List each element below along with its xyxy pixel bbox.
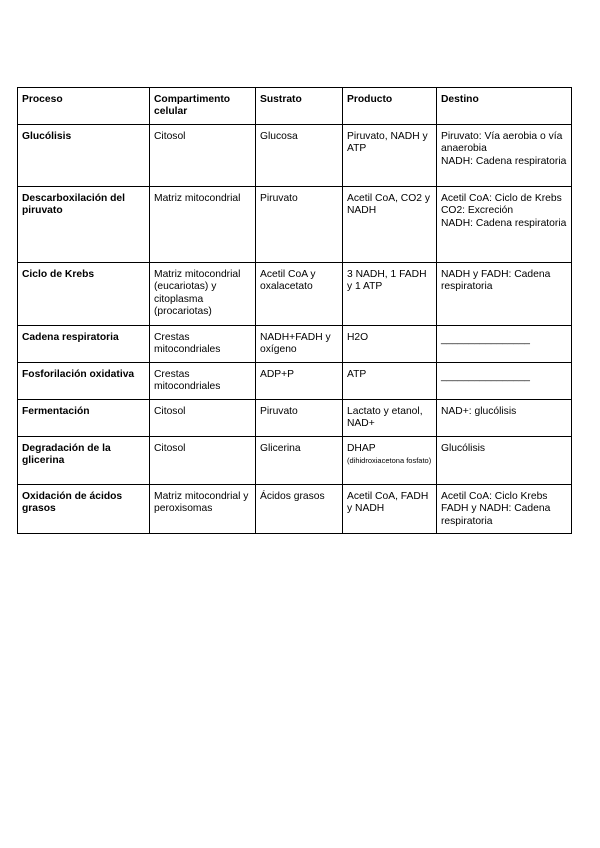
table-row xyxy=(18,326,572,363)
cell-producto: Acetil CoA, CO2 y NADH xyxy=(343,187,437,263)
cell-destino xyxy=(437,263,572,326)
header-destino: Destino xyxy=(437,88,572,125)
destino-line: FADH y NADH: Cadena respiratoria xyxy=(441,503,551,527)
cell-sustrato: NADH+FADH y oxígeno xyxy=(256,326,343,363)
cell-sustrato: Ácidos grasos xyxy=(256,485,343,534)
cell-destino xyxy=(437,326,572,363)
producto-note: (dihidroxiacetona fosfato) xyxy=(347,456,432,466)
cell-proceso: Oxidación de ácidos grasos xyxy=(18,485,150,534)
document-page xyxy=(17,87,571,534)
destino-line: CO2: Excreción xyxy=(441,205,514,217)
cell-producto xyxy=(343,437,437,485)
header-row xyxy=(18,88,572,125)
cell-sustrato: Piruvato xyxy=(256,400,343,437)
cell-compartimento: Crestas mitocondriales xyxy=(150,326,256,363)
destino-line: NADH y FADH: Cadena respiratoria xyxy=(441,269,551,293)
destino-line: NAD+: glucólisis xyxy=(441,406,517,417)
cell-destino xyxy=(437,437,572,485)
destino-line: Acetil CoA: Ciclo Krebs xyxy=(441,491,548,502)
header-compartimento: Compartimento celular xyxy=(150,88,256,125)
cell-proceso: Cadena respiratoria xyxy=(18,326,150,363)
table-row xyxy=(18,485,572,534)
table-row xyxy=(18,263,572,326)
cell-producto: Piruvato, NADH y ATP xyxy=(343,125,437,187)
cell-proceso: Ciclo de Krebs xyxy=(18,263,150,326)
cell-sustrato: ADP+P xyxy=(256,363,343,400)
cell-proceso: Fosforilación oxidativa xyxy=(18,363,150,400)
cell-compartimento: Citosol xyxy=(150,400,256,437)
cell-proceso: Degradación de la glicerina xyxy=(18,437,150,485)
header-proceso: Proceso xyxy=(18,88,150,125)
destino-line: NADH: Cadena respiratoria xyxy=(441,155,567,167)
cell-compartimento: Matriz mitocondrial (eucariotas) y citoplasma (procariotas) xyxy=(150,263,256,326)
cell-destino xyxy=(437,125,572,187)
cell-sustrato: Acetil CoA y oxalacetato xyxy=(256,263,343,326)
cell-destino xyxy=(437,485,572,534)
cell-destino xyxy=(437,400,572,437)
destino-line: Piruvato: Vía aerobia o vía anaerobia xyxy=(441,131,563,155)
cell-compartimento: Crestas mitocondriales xyxy=(150,363,256,400)
metabolism-table xyxy=(17,87,572,534)
destino-blank-line: ________________ xyxy=(441,371,530,382)
cell-producto: 3 NADH, 1 FADH y 1 ATP xyxy=(343,263,437,326)
table-row xyxy=(18,400,572,437)
cell-proceso: Glucólisis xyxy=(18,125,150,187)
table-row xyxy=(18,125,572,187)
cell-sustrato: Piruvato xyxy=(256,187,343,263)
cell-producto: H2O xyxy=(343,326,437,363)
cell-destino xyxy=(437,363,572,400)
cell-proceso: Descarboxilación del piruvato xyxy=(18,187,150,263)
destino-line: NADH: Cadena respiratoria xyxy=(441,217,567,229)
header-producto: Producto xyxy=(343,88,437,125)
cell-compartimento: Citosol xyxy=(150,125,256,187)
cell-sustrato: Glicerina xyxy=(256,437,343,485)
table-row xyxy=(18,437,572,485)
producto-line: DHAP xyxy=(347,443,376,454)
cell-compartimento: Citosol xyxy=(150,437,256,485)
destino-blank-line: ________________ xyxy=(441,334,530,345)
table-row xyxy=(18,187,572,263)
cell-proceso: Fermentación xyxy=(18,400,150,437)
cell-compartimento: Matriz mitocondrial xyxy=(150,187,256,263)
cell-producto: ATP xyxy=(343,363,437,400)
cell-sustrato: Glucosa xyxy=(256,125,343,187)
destino-line: Glucólisis xyxy=(441,443,486,454)
destino-line: Acetil CoA: Ciclo de Krebs xyxy=(441,193,562,204)
header-sustrato: Sustrato xyxy=(256,88,343,125)
cell-producto: Lactato y etanol, NAD+ xyxy=(343,400,437,437)
cell-producto: Acetil CoA, FADH y NADH xyxy=(343,485,437,534)
cell-compartimento: Matriz mitocondrial y peroxisomas xyxy=(150,485,256,534)
cell-destino xyxy=(437,187,572,263)
table-row xyxy=(18,363,572,400)
